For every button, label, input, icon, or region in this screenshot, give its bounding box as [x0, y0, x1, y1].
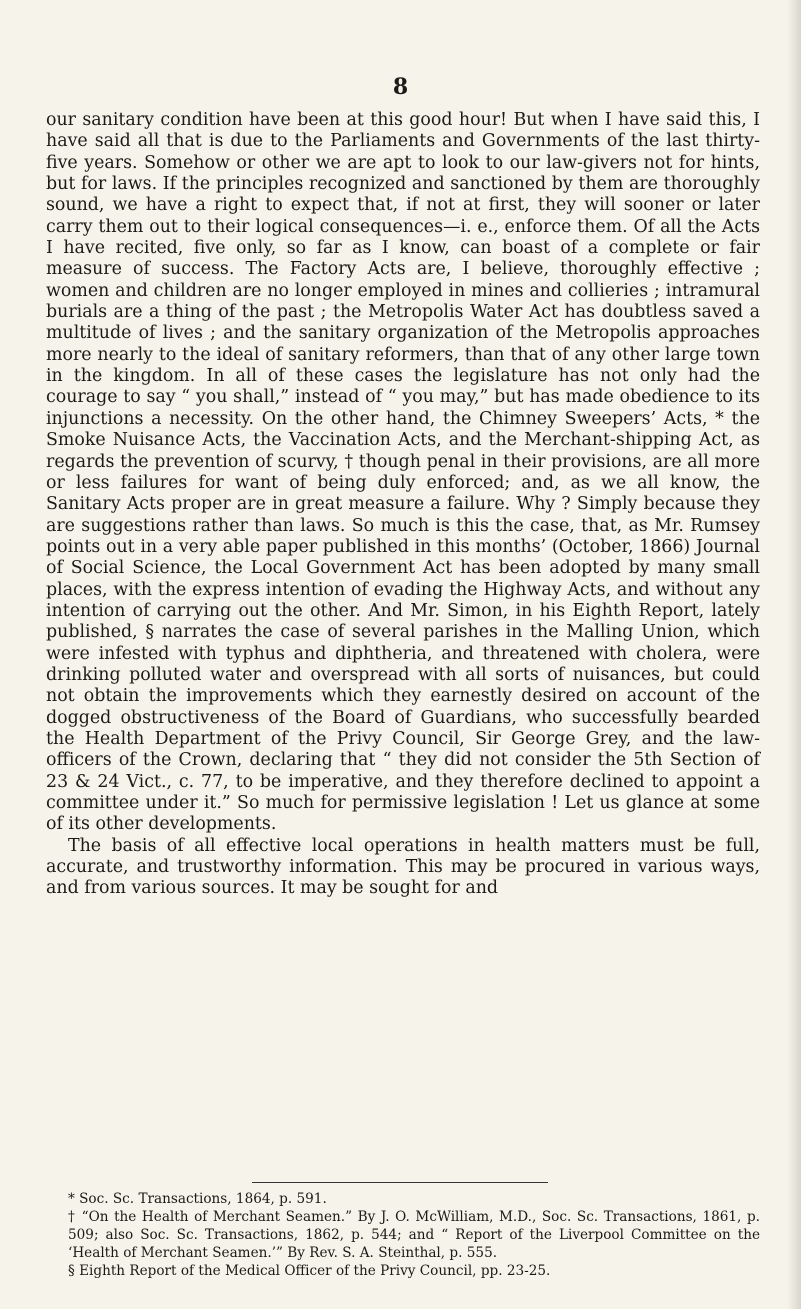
footnote-rule	[252, 1182, 548, 1183]
body-paragraph-1: our sanitary condition have been at this good hour! But when I have said this, I have said all that is due to the Parliaments and Governments of the last thirty-five years. Somehow or other we are apt to look to our law-givers not for hints, but for laws. If the principles recognized and sanctioned by them are thoroughly sound, we have a right to expect that, if not at first, they will sooner or later carry them out to their logical consequences—i. e., enforce them. Of all the Acts I have recited, five only, so far as I know, can boast of a complete or fair measure of success. The Factory Acts are, I believe, thoroughly effective ; women and children are no longer employed in mines and collieries ; intramural burials are a thing of the past ; the Metropolis Water Act has doubtless saved a multitude of lives ; and the sanitary organization of the Metropolis approaches more nearly to the ideal of sanitary reformers, than that of any other large town in the kingdom. In all of these cases the legislature has not only had the courage to say “ you shall,” instead of “ you may,” but has made obedience to its injunctions a necessity. On the other hand, the Chimney Sweepers’ Acts, * the Smoke Nuisance Acts, the Vaccination Acts, and the Merchant-shipping Act, as regards the prevention of scurvy, † though penal in their provisions, are all more or less failures for want of being duly enforced; and, as we all know, the Sanitary Acts proper are in great measure a failure. Why ? Simply because they are suggestions rather than laws. So much is this the case, that, as Mr. Rumsey points out in a very able paper published in this months’ (October, 1866) Journal of Social Science, the Local Government Act has been adopted by many small places, with the express intention of evading the Highway Acts, and without any intention of carrying out the other. And Mr. Simon, in his Eighth Report, lately published, § narrates the case of several parishes in the Malling Union, which were infested with typhus and diphtheria, and threatened with cholera, were drinking polluted water and overspread with all sorts of nuisances, but could not obtain the improvements which they earnestly desired on account of the dogged obstructiveness of the Board of Guardians, who successfully bearded the Health Department of the Privy Council, Sir George Grey, and the law-officers of the Crown, declaring that “ they did not consider the 5th Section of 23 & 24 Vict., c. 77, to be imperative, and they therefore declined to appoint a committee under it.” So much for permissive legislation ! Let us glance at some of its other developments.	[46, 110, 760, 835]
page-edge-shadow	[787, 0, 801, 1309]
body-paragraph-2: The basis of all effective local operations in health matters must be full, accurate, and trustworthy information. This may be procured in various ways, and from various sources. It may be sought for and	[46, 835, 760, 899]
footnote-3: § Eighth Report of the Medical Officer of the Privy Council, pp. 23-25.	[68, 1263, 551, 1279]
footnote-1: * Soc. Sc. Transactions, 1864, p. 591.	[68, 1191, 327, 1207]
footnote-2: † “On the Health of Merchant Seamen.” By J. O. McWilliam, M.D., Soc. Sc. Transactions, 1861, p. 509; also Soc. Sc. Transactions, 1862, p. 544; and “ Report of the Liverpool Committee on the ‘Health of Merchant Seamen.’” By Rev. S. A. Steinthal, p. 555.	[68, 1209, 760, 1261]
footnotes	[46, 1190, 760, 1280]
main-text	[46, 110, 760, 900]
page-number: 8	[392, 74, 409, 100]
